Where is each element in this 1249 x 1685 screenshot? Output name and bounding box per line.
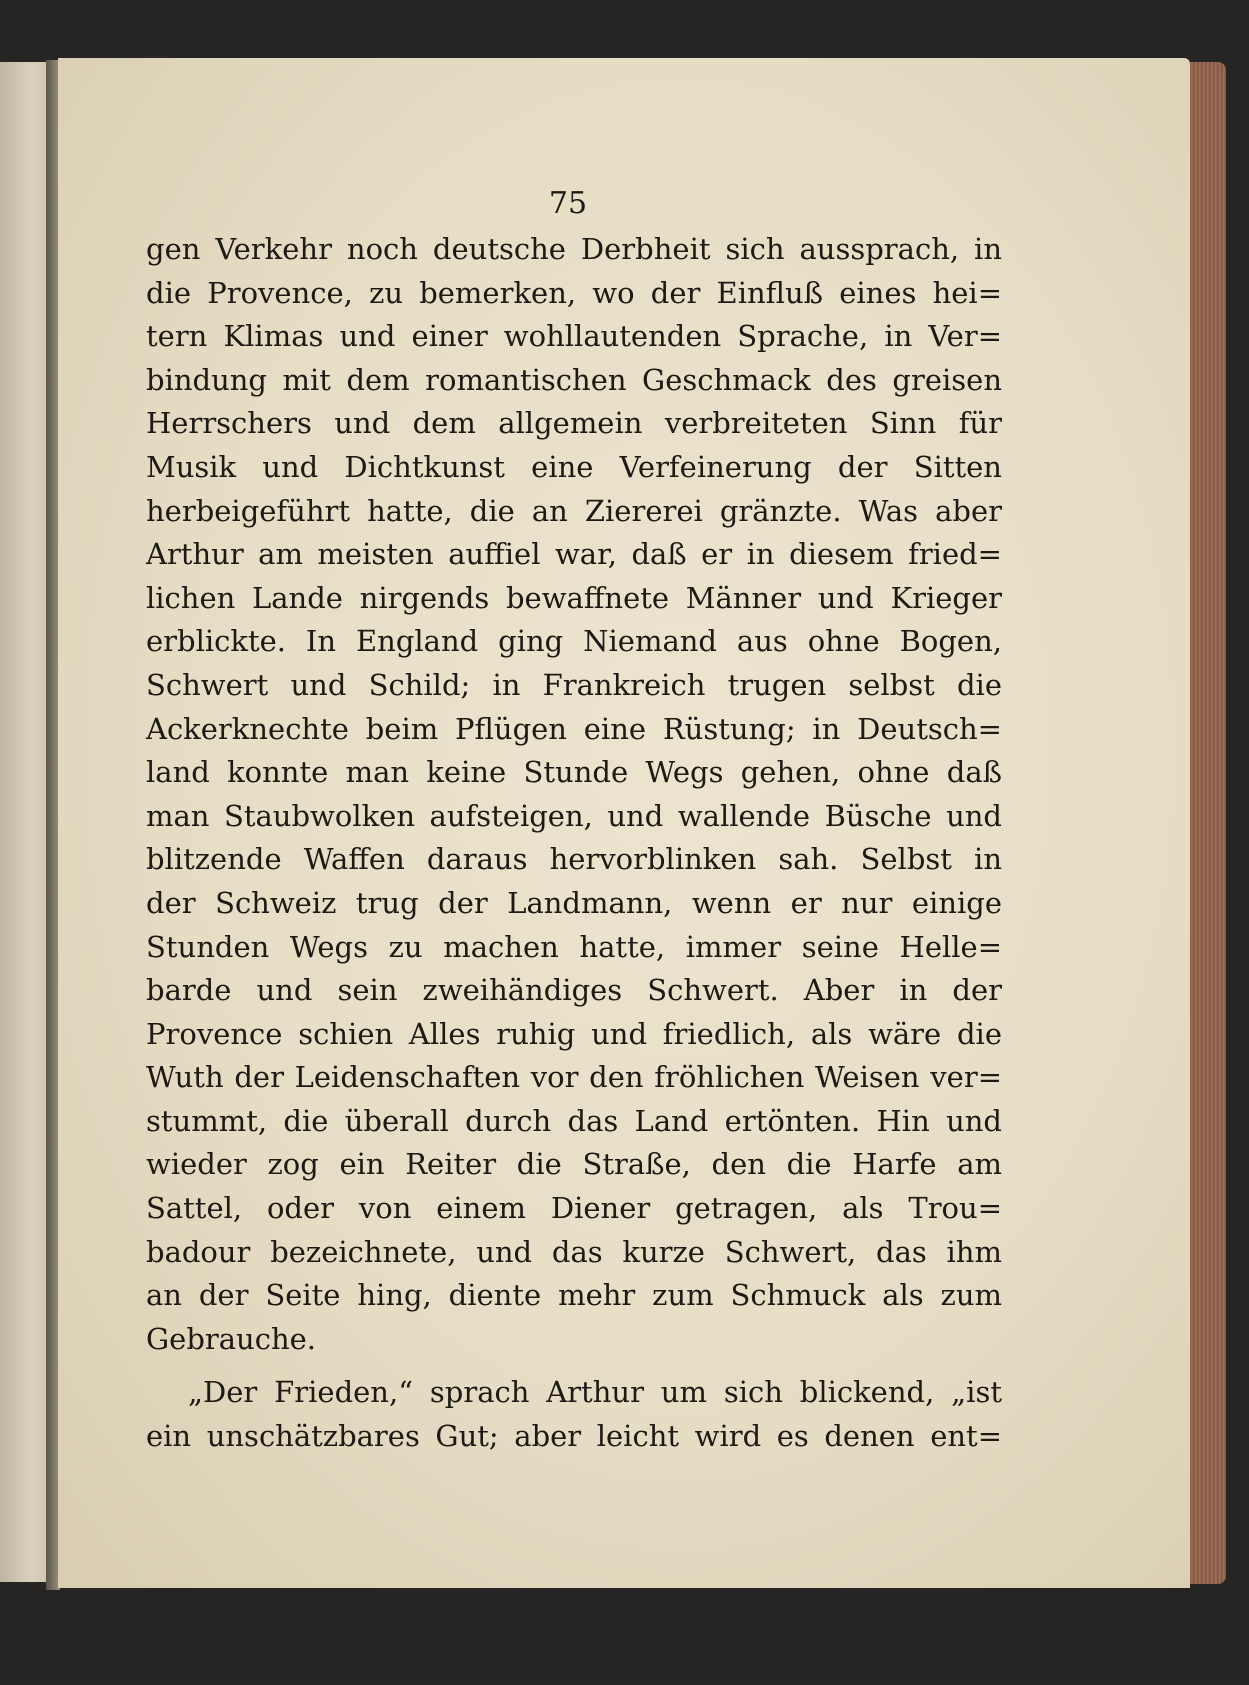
page-block-edge [1190, 62, 1226, 1584]
text-line: man Staubwolken aufsteigen, und wallende Büsche und [146, 798, 1002, 833]
text-line: wieder zog ein Reiter die Straße, den die Harfe am [146, 1147, 1002, 1182]
text-line: Ackerknechte beim Pflügen eine Rüstung; in Deutsch= [146, 711, 1002, 746]
text-line: barde und sein zweihändiges Schwert. Aber in der [146, 973, 1002, 1008]
text-line: der Schweiz trug der Landmann, wenn er nur einige [146, 885, 1002, 920]
text-line: gen Verkehr noch deutsche Derbheit sich aussprach, in [146, 232, 1002, 266]
text-line: erblickte. In England ging Niemand aus ohne Bogen, [146, 624, 1002, 659]
text-line: Herrschers und dem allgemein verbreiteten Sinn für [146, 406, 1002, 441]
text-line: die Provence, zu bemerken, wo der Einfluß eines hei= [146, 275, 1002, 310]
text-line: an der Seite hing, diente mehr zum Schmuck als zum [146, 1278, 1002, 1313]
text-line: Gebrauche. [146, 1321, 317, 1356]
text-line: Wuth der Leidenschaften vor den fröhlichen Weisen ver= [146, 1060, 1002, 1095]
text-line: Arthur am meisten auffiel war, daß er in diesem fried= [146, 537, 1002, 572]
text-line: Schwert und Schild; in Frankreich trugen selbst die [146, 667, 1002, 702]
text-line: land konnte man keine Stunde Wegs gehen, ohne daß [146, 755, 1002, 790]
body-text [146, 228, 1002, 1459]
text-line: „Der Frieden,“ sprach Arthur um sich blickend, „ist [188, 1375, 1002, 1410]
text-line: Stunden Wegs zu machen hatte, immer seine Helle= [146, 929, 1002, 964]
page-number: 75 [548, 186, 588, 221]
text-line: lichen Lande nirgends bewaffnete Männer und Krieger [146, 580, 1002, 615]
text-line: Sattel, oder von einem Diener getragen, als Trou= [146, 1191, 1002, 1226]
text-line: tern Klimas und einer wohllautenden Sprache, in Ver= [146, 319, 1002, 354]
text-line: badour bezeichnete, und das kurze Schwert, das ihm [146, 1234, 1002, 1269]
text-line: stummt, die überall durch das Land ertönten. Hin und [146, 1103, 1002, 1138]
text-line: ein unschätzbares Gut; aber leicht wird es denen ent= [146, 1419, 1002, 1454]
text-line: Musik und Dichtkunst eine Verfeinerung der Sitten [146, 449, 1002, 484]
text-line: Provence schien Alles ruhig und friedlich, als wäre die [146, 1016, 1002, 1051]
text-line: bindung mit dem romantischen Geschmack des greisen [146, 362, 1002, 397]
left-page-edge [0, 62, 50, 1582]
text-line: blitzende Waffen daraus hervorblinken sah. Selbst in [146, 842, 1002, 877]
text-line: herbeigeführt hatte, die an Ziererei gränzte. Was aber [146, 493, 1002, 528]
